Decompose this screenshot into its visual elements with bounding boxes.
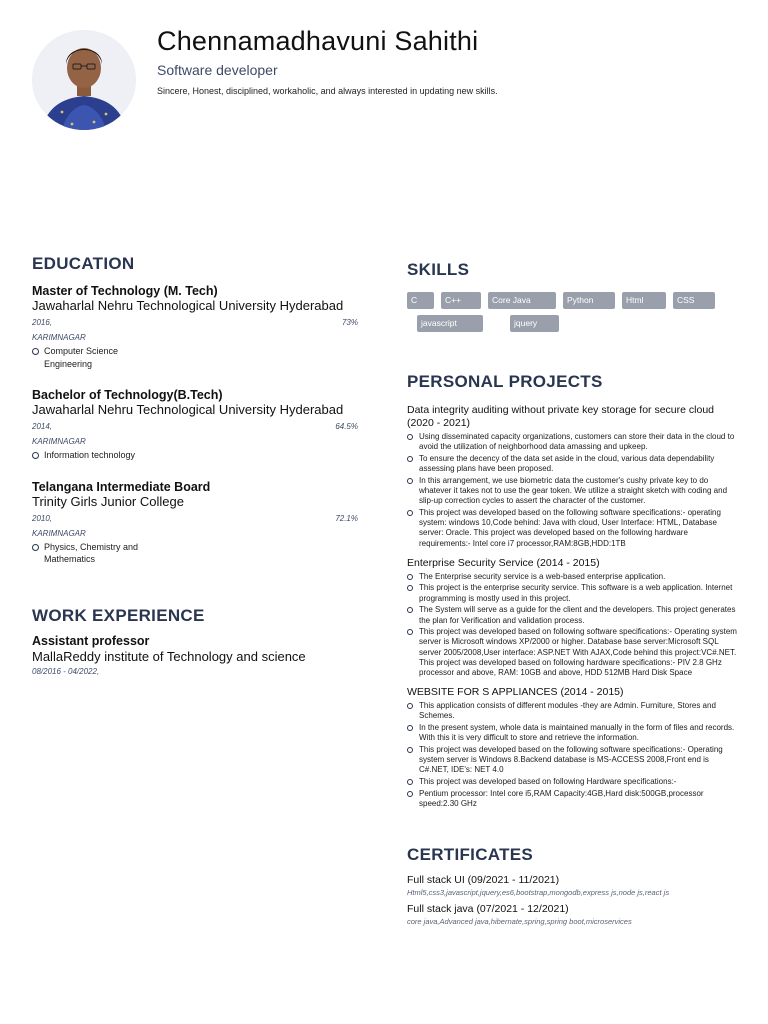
education-institution: Jawaharlal Nehru Technological University Hyderabad: [32, 298, 344, 313]
left-column: [32, 254, 358, 676]
education-meta: [32, 318, 358, 327]
project-title: Enterprise Security Service (2014 - 2015): [407, 556, 600, 569]
certificate-description: core java,Advanced java,hibernate,spring,spring boot,microservices: [407, 917, 632, 927]
project-bullet: The Enterprise security service is a web-based enterprise application.: [407, 572, 737, 582]
right-column: [407, 260, 737, 926]
education-location: KARIMNAGAR: [32, 333, 86, 342]
education-heading: EDUCATION: [32, 254, 135, 273]
skills-heading: SKILLS: [407, 260, 470, 279]
skill-chip: Html: [622, 292, 666, 309]
project-bullet: This project was developed based on following software specifications:- Operating system server is Microsoft windows XP/2000 or higher. Database base server:Microsoft SQL server 2005/2008,User interface: ASP.NET With AJAX,Code behind this project:VC#.NET. This project was developed based on following hardware specifications:- PIV 2.8 GHz processor and above, RAM: 10GB and above, HDD 512MB Hard Disk Space: [407, 627, 737, 678]
certificates-heading: CERTIFICATES: [407, 845, 534, 865]
project-entry: [407, 557, 737, 679]
profile-photo: [32, 30, 136, 130]
projects-heading: PERSONAL PROJECTS: [407, 372, 603, 391]
project-entry: [407, 686, 737, 809]
project-bullet: In this arrangement, we use biometric data the customer's cushy private key to do whatever it takes not to use the gear token. We utilize a straight sketch with coding and slip-up correction cycles to assert the character of the customer.: [407, 476, 737, 507]
work-dates: 08/2016 - 04/2022,: [32, 666, 100, 676]
project-bullet: To ensure the decency of the data set aside in the cloud, various data dependability assessing plans have been proposed.: [407, 454, 737, 474]
project-title: Data integrity auditing without private key storage for secure cloud (2020 - 2021): [407, 404, 714, 429]
education-bullet: Physics, Chemistry and Mathematics: [32, 541, 142, 566]
education-score: 72.1%: [335, 513, 358, 523]
certificate-title: Full stack java (07/2021 - 12/2021): [407, 903, 569, 916]
education-degree: Bachelor of Technology(B.Tech): [32, 388, 223, 402]
candidate-name: Chennamadhavuni Sahithi: [157, 26, 479, 56]
project-bullet: Pentium processor: Intel core i5,RAM Capacity:4GB,Hard disk:500GB,processor speed:2.30 GHz: [407, 789, 737, 809]
project-bullet: This application consists of different modules -they are Admin. Furniture, Stores and Schemes.: [407, 701, 737, 721]
education-location: KARIMNAGAR: [32, 528, 86, 538]
skill-chip: C++: [441, 292, 481, 309]
skill-chip: Core Java: [488, 292, 556, 309]
certificate-entry: [407, 874, 737, 897]
project-bullet: This project was developed based on the following software specifications:- operating system: windows 10,Code behind: Java with cloud, User Interface: HTML, Database server: Oracle. This project was developed based on the following hardware requirements:- Intel core i7 processor,RAM:8GB,HDD:1TB: [407, 508, 737, 549]
certificate-title: Full stack UI (09/2021 - 11/2021): [407, 874, 560, 887]
education-year: 2016,: [32, 318, 53, 327]
education-meta: [32, 422, 358, 431]
education-location: KARIMNAGAR: [32, 437, 86, 446]
education-entry: [32, 480, 358, 566]
education-entry: [32, 388, 358, 462]
skill-chip: CSS: [673, 292, 715, 309]
education-score: 64.5%: [335, 422, 358, 431]
education-institution: Jawaharlal Nehru Technological University Hyderabad: [32, 402, 344, 417]
work-position: Assistant professor: [32, 633, 150, 648]
skills-list: [407, 292, 727, 332]
education-bullet: Information technology: [32, 449, 232, 462]
project-entry: [407, 404, 737, 549]
skill-chip: javascript: [417, 315, 483, 332]
candidate-role: Software developer: [157, 62, 278, 78]
education-bullet: Computer Science Engineering: [32, 345, 142, 370]
project-bullet: This project was developed based on the following software specifications:- Operating system server is Windows 8.Backend database is MS-ACCESS 2008,Front end is C#.NET, IDE's: NET 4.0: [407, 745, 737, 776]
education-degree: Master of Technology (M. Tech): [32, 284, 218, 298]
skill-chip: Python: [563, 292, 615, 309]
project-bullet: The System will serve as a guide for the client and the developers. This project generates the plan for Verification and validation process.: [407, 605, 737, 625]
work-company: MallaReddy institute of Technology and science: [32, 648, 306, 664]
education-entry: [32, 284, 358, 370]
work-experience-heading: WORK EXPERIENCE: [32, 605, 205, 625]
project-bullet: This project is the enterprise security service. This software is a web application. Internet programming is mostly used in this project.: [407, 583, 737, 603]
project-bullet: This project was developed based on following Hardware specifications:-: [407, 777, 737, 787]
education-year: 2010,: [32, 513, 53, 523]
project-title: WEBSITE FOR S APPLIANCES (2014 - 2015): [407, 686, 624, 699]
skill-chip: C: [407, 292, 434, 309]
candidate-summary: Sincere, Honest, disciplined, workaholic, and always interested in updating new skills.: [157, 86, 498, 96]
work-entry: [32, 634, 358, 676]
education-year: 2014,: [32, 422, 53, 431]
project-bullet: In the present system, whole data is maintained manually in the form of files and records. With this it is very difficult to store and retrieve the information.: [407, 723, 737, 743]
education-institution: Trinity Girls Junior College: [32, 493, 184, 509]
skill-chip: jquery: [510, 315, 559, 332]
project-bullet: Using disseminated capacity organizations, customers can store their data in the cloud to avoid the utilization of neighborhood data amassing and upkeep.: [407, 432, 737, 452]
certificate-entry: [407, 903, 737, 926]
education-score: 73%: [341, 318, 358, 327]
education-meta: [32, 514, 358, 523]
education-degree: Telangana Intermediate Board: [32, 479, 211, 494]
certificate-description: Html5,css3,javascript,jquery,es6,bootstrap,mongodb,express js,node js,react js: [407, 888, 670, 898]
